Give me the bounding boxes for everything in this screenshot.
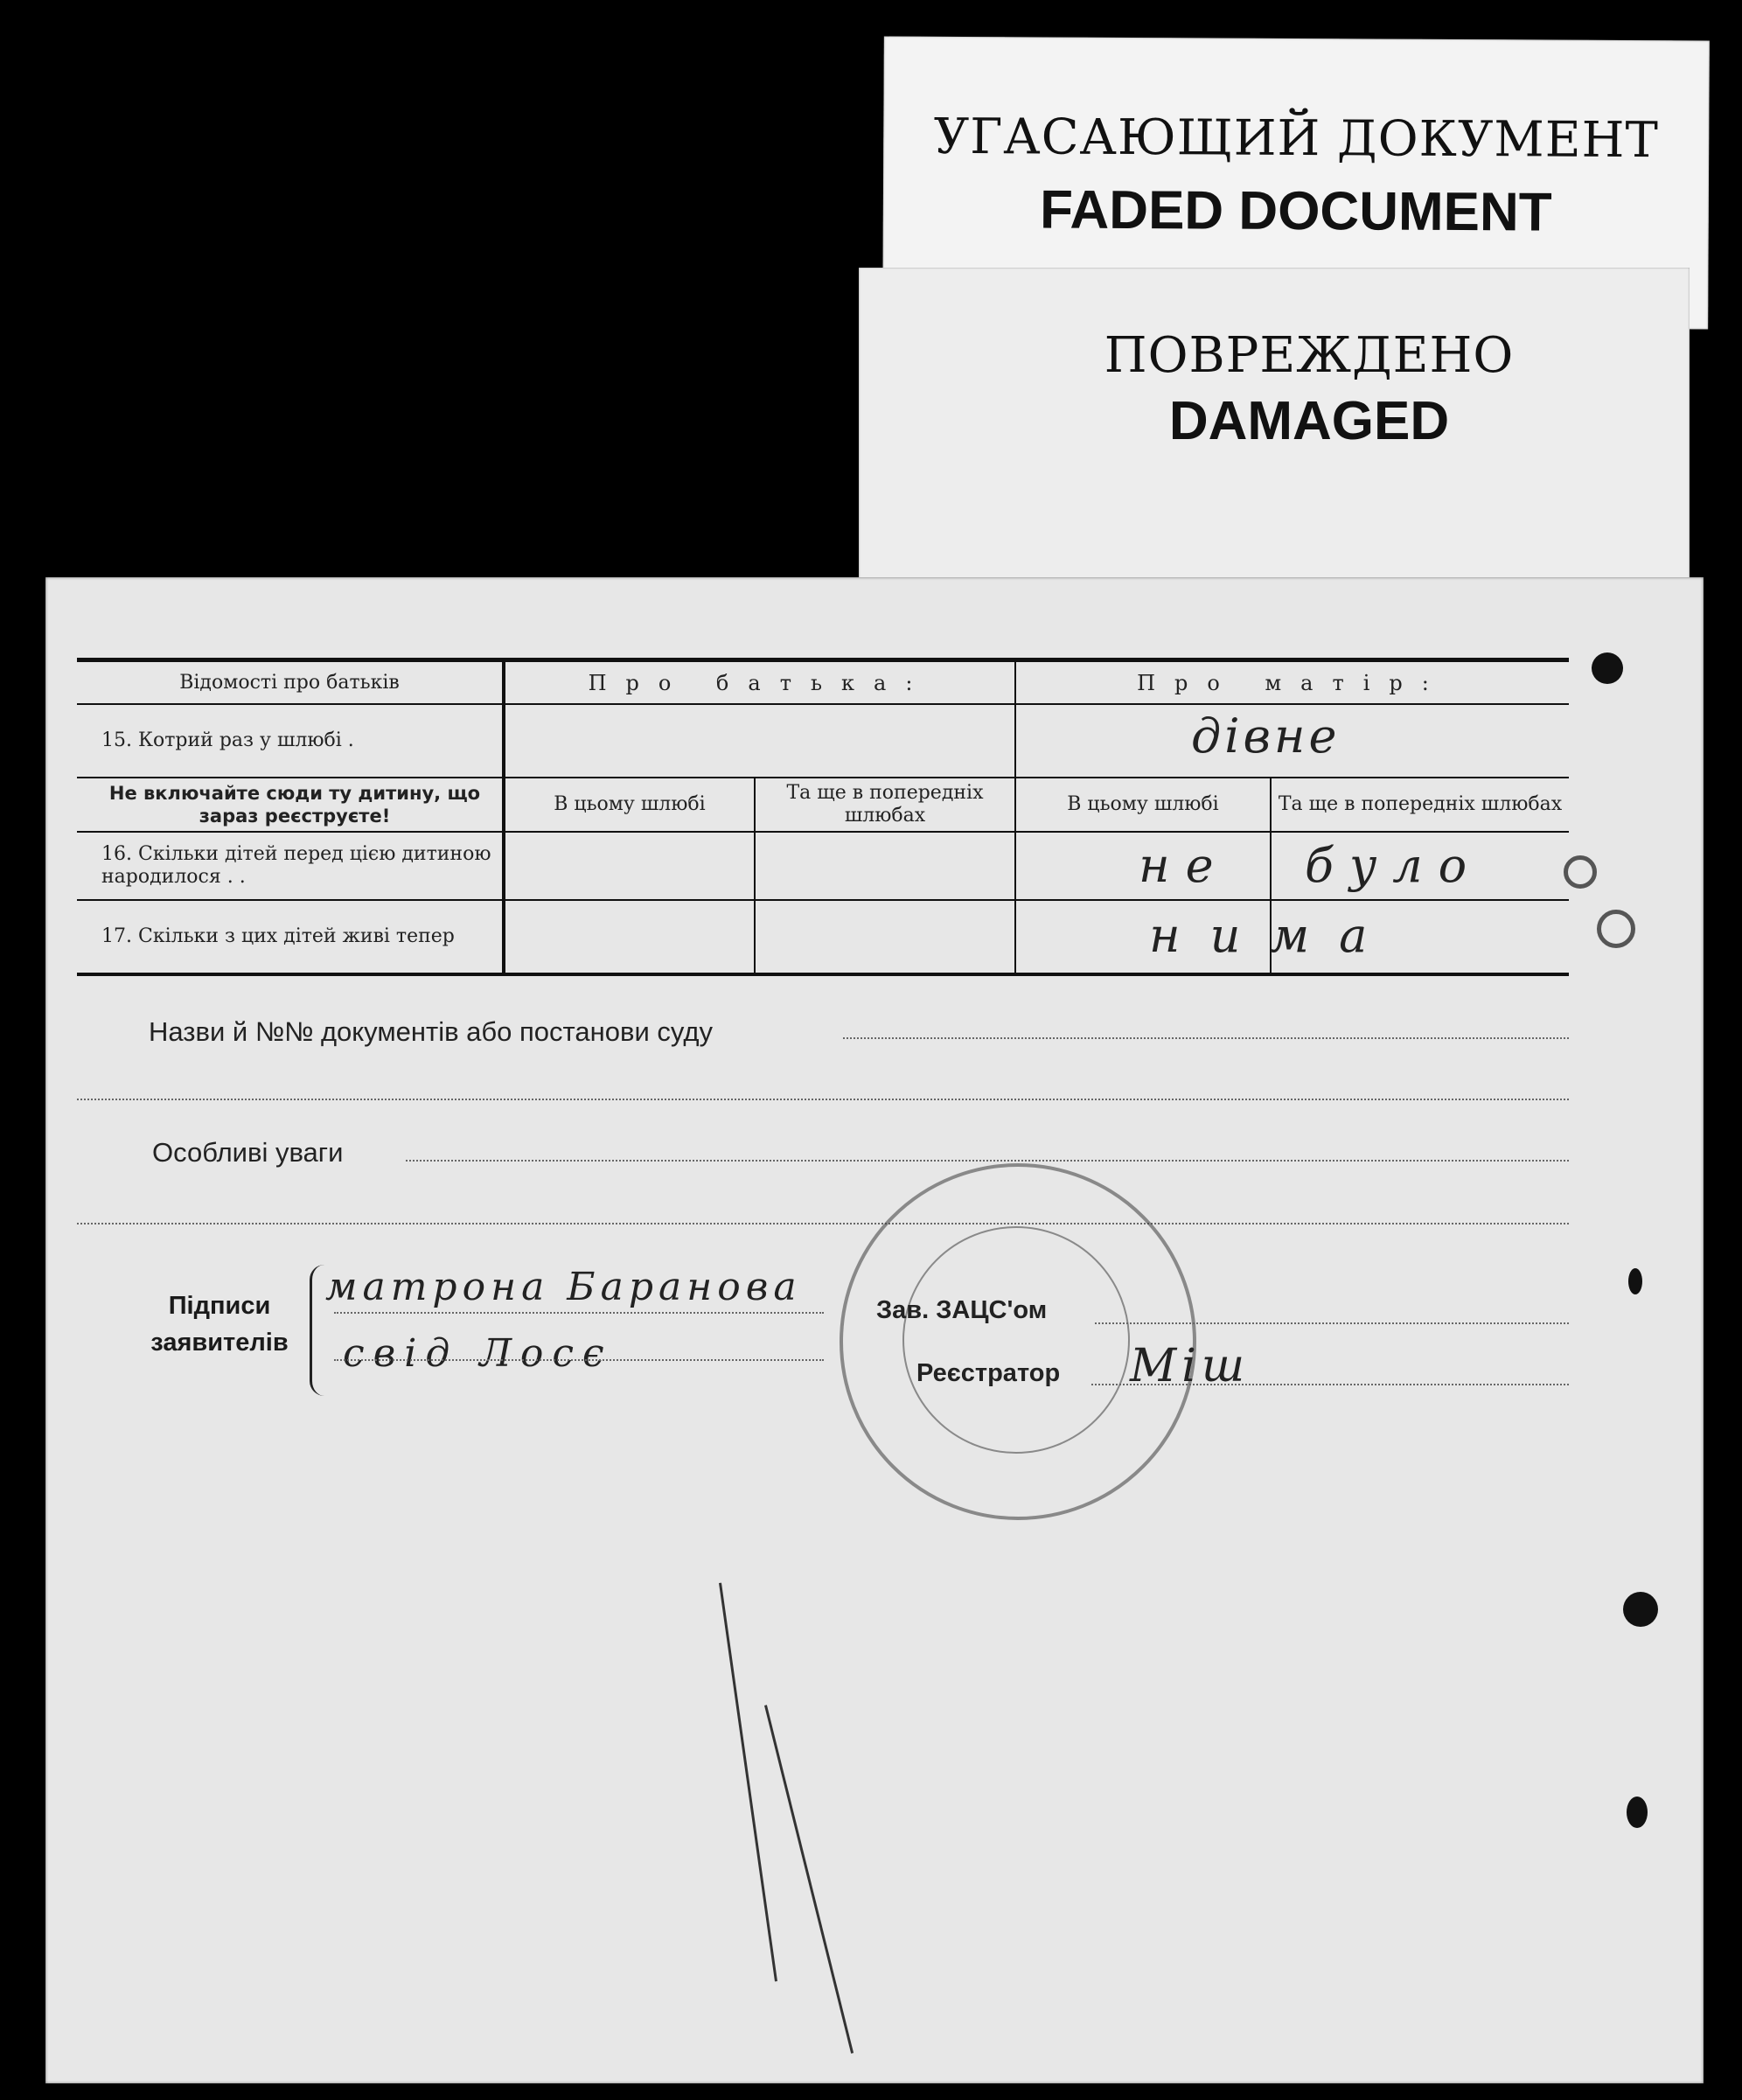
- row17-mother-handwriting: нима: [1149, 908, 1397, 963]
- header-mother: Про матір:: [1137, 670, 1448, 695]
- binding-hole-2: [1564, 855, 1597, 889]
- row16-mother-handwriting-a: не: [1139, 838, 1230, 893]
- document-sheet: [45, 577, 1704, 2083]
- applicant-signature-2: свід Лосє: [343, 1331, 613, 1376]
- damaged-document-card: [859, 268, 1690, 583]
- signatures-label-line2: заявителів: [150, 1329, 289, 1357]
- paper-tear-line-1: [719, 1583, 777, 1982]
- notes-dotted-line-2: [77, 1223, 1569, 1224]
- row15-mother-handwriting: дівне: [1191, 708, 1341, 764]
- registrar-label: Реєстратор: [916, 1359, 1061, 1387]
- applicant-sign-line-2: [334, 1359, 824, 1361]
- official-seal-inner-ring: [902, 1226, 1130, 1454]
- registry-head-label: Зав. ЗАЦС'ом: [876, 1296, 1048, 1324]
- signatures-brace: [310, 1265, 324, 1396]
- binding-hole-5: [1623, 1592, 1658, 1627]
- documents-dotted-line-2: [77, 1099, 1569, 1100]
- paper-tear-line-2: [764, 1705, 854, 2054]
- note-father-previous-marriages: Та ще в попередніх шлюбах: [786, 782, 984, 827]
- registry-head-sign-line: [1095, 1322, 1569, 1324]
- header-father: Про батька:: [588, 670, 932, 695]
- row15-label: 15. Котрий раз у шлюбі .: [101, 729, 354, 751]
- damaged-card-en-text: DAMAGED: [1168, 391, 1450, 451]
- header-parents-info: Відомості про батьків: [179, 671, 400, 694]
- binding-hole-4: [1628, 1268, 1642, 1294]
- row16-mother-handwriting-b: було: [1305, 838, 1483, 893]
- note-row-label: Не включайте сюди ту дитину, що зараз реєструєте!: [108, 783, 481, 827]
- applicant-sign-line-1: [334, 1312, 824, 1314]
- binding-hole-3: [1597, 910, 1635, 948]
- note-mother-previous-marriages: Та ще в попередніх шлюбах: [1278, 793, 1563, 815]
- applicant-signature-1: матрона Баранова: [325, 1265, 802, 1309]
- signatures-label: [136, 1287, 303, 1361]
- notes-label: Особливі уваги: [152, 1137, 344, 1168]
- note-father-this-marriage: В цьому шлюбі: [554, 793, 706, 815]
- signatures-label-line1: Підписи: [168, 1292, 271, 1320]
- documents-dotted-line-1: [843, 1037, 1569, 1039]
- registrar-signature: Міш: [1130, 1340, 1251, 1392]
- faded-card-en-text: FADED DOCUMENT: [1039, 179, 1552, 243]
- documents-label: Назви й №№ документів або постанови суду: [149, 1016, 713, 1047]
- faded-card-ru-text: УГАСАЮЩИЙ ДОКУМЕНТ: [933, 108, 1659, 170]
- row16-label: 16. Скільки дітей перед цією дитиною народилося . .: [101, 843, 491, 888]
- note-mother-this-marriage: В цьому шлюбі: [1067, 793, 1219, 815]
- binding-hole-6: [1627, 1797, 1648, 1828]
- binding-hole-1: [1592, 652, 1623, 684]
- notes-dotted-line-1: [406, 1160, 1569, 1162]
- row17-label: 17. Скільки з цих дітей живі тепер: [101, 925, 455, 947]
- table-bottom-rule: [77, 973, 1569, 976]
- damaged-card-ru-text: ПОВРЕЖДЕНО: [1104, 327, 1515, 384]
